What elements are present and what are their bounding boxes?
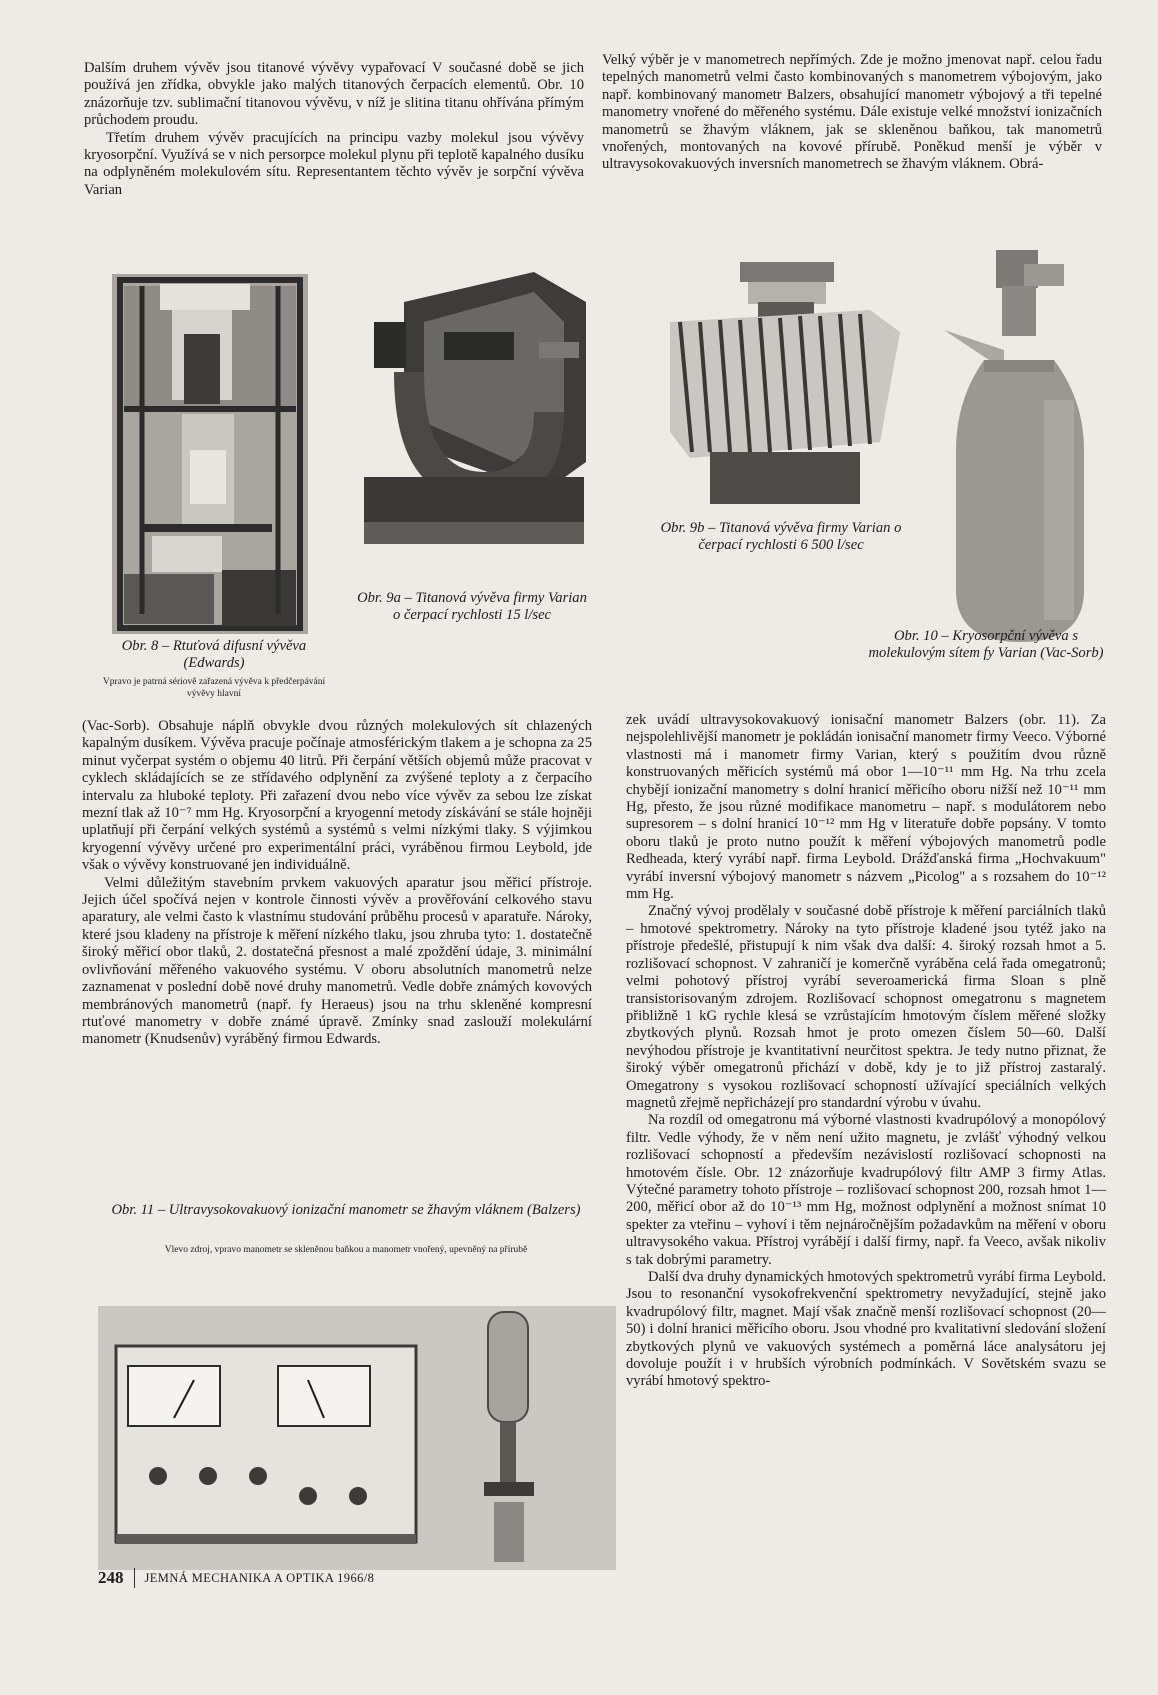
paragraph: Dalším druhem vývěv jsou titanové vývěvy vypařovací V současné době se jich používá jen zřídka, obvykle jako malých titanových čerpacích elementů. Obr. 10 znázorňuje tzv. sublimační titanovou vývěvu, v níž je slitina titanu ohřívána přímým průchodem proudu.	[84, 60, 584, 129]
text-column-top-left	[84, 60, 584, 199]
diffusion-pump-illustration	[112, 274, 308, 634]
manometer-illustration	[98, 1306, 616, 1570]
titanium-pump-9b-illustration	[670, 262, 900, 510]
figure-11-caption: Obr. 11 – Ultravysokovakuový ionizační manometr se žhavým vláknem (Balzers)	[111, 1202, 581, 1218]
paragraph: (Vac-Sorb). Obsahuje náplň obvykle dvou různých molekulových sít chlazených kapalným dusíkem. Vývěva pracuje počínaje atmosférickým tlakem a je schopna za 25 minut vyčerpat systém o objemu 40 litrů. Při čerpání větších objemů může pracovat v cyklech skládajících se ze střídavého odplynění za zvýšené teploty a z čerpacího intervalu za hluboké teploty. Při zařazení dvou nebo více vývěv za sebou lze získat mezní tlak až 10⁻⁷ mm Hg. Kryosorpční a kryogenní metody získávání se stále hojněji uplatňují při čerpání velkých systémů a systémů s velmi nízkými tlaky. S výjimkou kryogenní vývěvy určené pro experimentální práci, vyráběnou firmou Leybold, jde však o vývěvy konstruované jen individuálně.	[82, 718, 592, 874]
figure-8-subcaption: Vpravo je patrná sériově zařazená vývěva k předčerpávání vývěvy hlavní	[102, 677, 326, 699]
page-footer	[98, 1568, 374, 1588]
figure-9a-photo	[364, 262, 594, 550]
page-number: 248	[98, 1568, 124, 1587]
figure-9a-caption: Obr. 9a – Titanová vývěva firmy Varian o čerpací rychlosti 15 l/sec	[357, 590, 587, 623]
paragraph: zek uvádí ultravysokovakuový ionisační manometr Balzers (obr. 11). Za nejspolehlivější manometr je pokládán ionisační manometr firmy Veeco. Výborné vlastnosti má i manometr firmy Varian, který s použitím dvou různě konstruovaných měřicích systémů má obor 1—10⁻¹¹ mm Hg. Na trhu zcela chybějí ionizační manometry s dolní hranicí měřicího oboru nižší než 10⁻¹¹ mm Hg, přesto, že jsou různé modifikace manometru – např. s modulátorem nebo supresorem – s dolní hranicí 10⁻¹² mm Hg v literatuře dobře popsány. V tomto oboru tlaků je proto nutno použít k měření výbojových manometrů podle Redheada, který vyrábí např. firma Leybold. Drážďanská firma „Hochvakuum" vyrábí inversní výbojový manometr s názvem „Picolog" a s rozsahem do 10⁻¹² mm Hg.	[626, 712, 1106, 903]
cryosorption-pump-illustration	[944, 250, 1096, 642]
paragraph: Další dva druhy dynamických hmotových spektrometrů vyrábí firma Leybold. Jsou to resonanční vysokofrekvenční spektrometry nevyžadující, stejně jako kvadrupólový filtr, magnet. Mají však značně menší rozlišovací schopnost (20—50) i dolní hranici měřicího oboru. Jsou vhodné pro kvalitativní sledování složení zbytkových plynů ve vakuových systémech a poměrná láce analysátoru jej dovoluje použít i v hrubších výrobních podmínkách. V Sovětském svazu se vyrábí hmotový spektro-	[626, 1269, 1106, 1390]
paragraph: Velmi důležitým stavebním prvkem vakuových aparatur jsou měřicí přístroje. Jejich účel spočívá nejen v kontrole činnosti vývěv a prověřování celkového stavu aparatury, ale velmi často k vlastnímu studování průběhu procesů v aparatuře. Nároky, které jsou kladeny na přístroje k měření nízkého tlaku, jsou zhruba tyto: 1. dostatečně široký měřicí obor tlaků, 2. dostatečná přesnost a malé zpoždění údaje, 3. minimální ovlivňování měřeného vakuového systému. V oboru absolutních manometrů nelze zaznamenat v poslední době nové druhy manometrů. Vedle dobře známých kovových membránových manometrů (např. fy Heraeus) jsou na trhu skleněné kompresní rtuťové manometry v dobře známé úpravě. Zmínky snad zaslouží molekulární manometr (Knudsenův) vyráběný firmou Edwards.	[82, 874, 592, 1048]
titanium-pump-9a-illustration	[364, 262, 594, 550]
text-column-top-right	[602, 52, 1102, 174]
paragraph: Na rozdíl od omegatronu má výborné vlastnosti kvadrupólový a monopólový filtr. Vedle výhody, že v něm není užito magnetu, je zvlášť výhodný velkou rozlišovací schopností a především nezávislostí rozlišovací schopnosti na hmotovém čísle. Obr. 12 znázorňuje kvadrupólový filtr AMP 3 firmy Atlas. Výtečné parametry tohoto přístroje – rozlišovací schopnost 200, rozsah hmot 1—200, měřicí obor až do 10⁻¹³ mm Hg, možnost odplynění a možnost snímat 10 spekter za vteřinu – vyhoví i těm nejnáročnějším požadavkům na měření v oboru ultravysokého vakua. Přístroj vyrábějí i další firmy, např. fa Veeco, avšak nikoliv s tak dobrými parametry.	[626, 1112, 1106, 1268]
figure-8-caption: Obr. 8 – Rtuťová difusní vývěva (Edwards)	[121, 638, 307, 671]
paragraph: Značný vývoj prodělaly v současné době přístroje k měření parciálních tlaků – hmotové spektrometry. Nároky na tyto přístroje kladené jsou tytéž jako na přístroje předešlé, přistupují k nim však dva další: 4. široký rozsah hmot a 5. rozlišovací schopnost. V zahraničí je komerčně vyráběna celá řada omegatronů; velmi pohotový přístroj vyrábí severoamerická firma Sloan s plně transistorisovaným zdrojem. Rozlišovací schopnost omegatronu s magnetem přibližně 1 kG rychle klesá se vzrůstajícím hmotovým číslem měřené složky zbytkových plynů. Rozsah hmot je proto omezen číslem 50—60. Další nevýhodou přístroje je kvantitativní neurčitost spektra. Je tedy nutno přiznat, že široký výběr omegatronů přichází v době, kdy je to již přístroj zastaralý. Omegatrony s vysokou rozlišovací schopností užívající speciálních velkých magnetů zřejmě nepřicházejí pro standardní výrobu v úvahu.	[626, 903, 1106, 1111]
figure-9b-photo	[670, 262, 900, 510]
figure-10-photo	[944, 250, 1096, 642]
text-column-bottom-left	[82, 718, 592, 1049]
figure-11-subcaption: Vlevo zdroj, vpravo manometr se skleněnou baňkou a manometr vnořený, upevněný na přírubě	[164, 1245, 528, 1255]
paragraph: Velký výběr je v manometrech nepřímých. Zde je možno jmenovat např. celou řadu tepelných manometrů velmi často kombinovaných s manometrem výbojovým, jako např. kombinovaný manometr Balzers, obsahující manometr výbojový a tři tepelné manometry vnořené do měřeného systému. Dále existuje velké množství ionizačních manometrů se žhavým vláknem, jak se skleněnou baňkou, tak manometrů vnořených, montovaných na kovové přírubě. Poněkud menší je výběr v ultravysokovakuových inversních manometrech se žhavým vláknem. Obrá-	[602, 52, 1102, 173]
figure-9b-caption: Obr. 9b – Titanová vývěva firmy Varian o čerpací rychlosti 6 500 l/sec	[660, 520, 902, 553]
figure-10-caption: Obr. 10 – Kryosorpční vývěva s molekulovým sítem fy Varian (Vac-Sorb)	[868, 628, 1104, 661]
figure-8-photo	[112, 274, 308, 634]
journal-name: JEMNÁ MECHANIKA A OPTIKA 1966/8	[144, 1570, 375, 1585]
footer-divider	[134, 1568, 135, 1588]
text-column-bottom-right	[626, 712, 1106, 1391]
figure-11-photo	[98, 1306, 616, 1570]
paragraph: Třetím druhem vývěv pracujících na principu vazby molekul jsou vývěvy kryosorpční. Využívá se v nich persorpce molekul plynu při teplotě kapalného dusíku na odplyněném molekulovém sítu. Representantem těchto vývěv je sorpční vývěva Varian	[84, 129, 584, 198]
